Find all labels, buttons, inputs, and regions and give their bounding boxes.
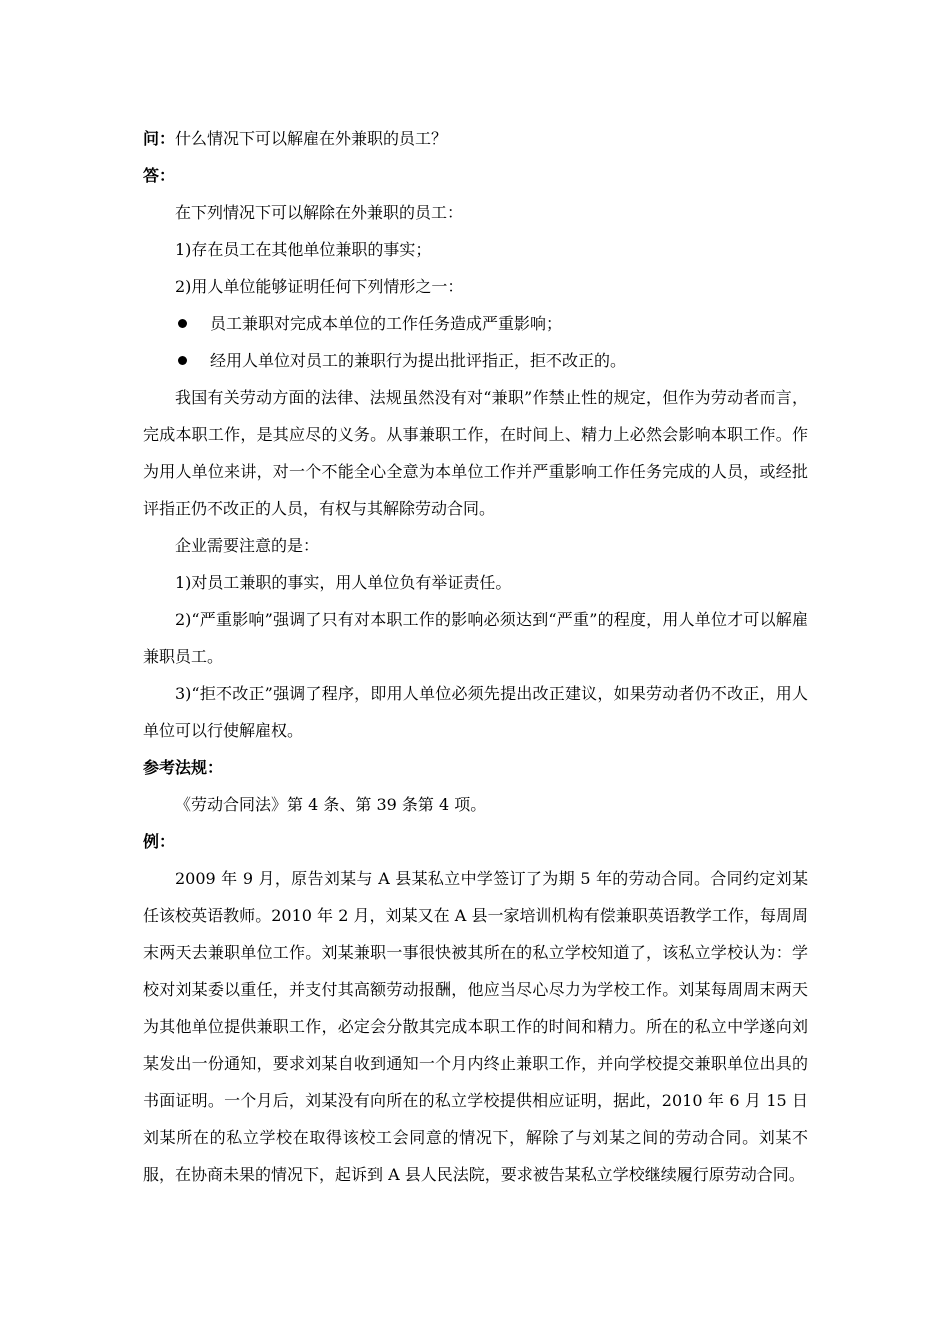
note-3-paragraph [143,675,808,749]
bullet-item [143,305,808,342]
question-text: 什么情况下可以解雇在外兼职的员工？ [175,129,448,148]
example-label: 例： [143,832,176,851]
note-1: 1)对员工兼职的事实，用人单位负有举证责任。 [175,573,512,592]
condition-1: 1)存在员工在其他单位兼职的事实； [175,240,432,259]
note-2-paragraph [143,601,808,675]
reference-text: 《劳动合同法》第 4 条、第 39 条第 4 项。 [175,795,487,814]
explanation-paragraph [143,379,808,527]
document-body [143,120,808,1193]
example-text: 2009 年 9 月，原告刘某与 A 县某私立中学签订了为期 5 年的劳动合同。合同约定刘某任该校英语教师。2010 年 2 月，刘某又在 A 县一家培训机构有偿兼职英语教学工作，每周周末两天去兼职单位工作。刘某兼职一事很快被其所在的私立学校知道了，该私立学校认为：学校对刘某委以重任，并支付其高额劳动报酬，他应当尽心尽力为学校工作。刘某每周周末两天为其他单位提供兼职工作，必定会分散其完成本职工作的时间和精力。所在的私立中学遂向刘某发出一份通知，要求刘某自收到通知一个月内终止兼职工作，并向学校提交兼职单位出具的书面证明。一个月后，刘某没有向所在的私立学校提供相应证明，据此，2010 年 6 月 15 日刘某所在的私立学校在取得该校工会同意的情况下，解除了与刘某之间的劳动合同。刘某不服，在协商未果的情况下，起诉到 A 县人民法院，要求被告某私立学校继续履行原劳动合同。 [143,869,808,1184]
bullet-text: 经用人单位对员工的兼职行为提出批评指正，拒不改正的。 [210,351,627,370]
explanation-text: 我国有关劳动方面的法律、法规虽然没有对“兼职”作禁止性的规定，但作为劳动者而言，完成本职工作，是其应尽的义务。从事兼职工作，在时间上、精力上必然会影响本职工作。作为用人单位来讲，对一个不能全心全意为本单位工作并严重影响工作任务完成的人员，或经批评指正仍不改正的人员，有权与其解除劳动合同。 [143,388,808,518]
bullet-dot-icon [178,319,187,328]
reference-label: 参考法规： [143,758,224,777]
notes-intro: 企业需要注意的是： [175,536,320,555]
bullet-item [143,342,808,379]
answer-intro: 在下列情况下可以解除在外兼职的员工： [175,203,464,222]
note-2: 2)“严重影响”强调了只有对本职工作的影响必须达到“严重”的程度，用人单位才可以解雇兼职员工。 [143,610,808,666]
bullet-dot-icon [178,356,187,365]
condition-2: 2)用人单位能够证明任何下列情形之一： [175,277,464,296]
bullet-text: 员工兼职对完成本单位的工作任务造成严重影响； [210,314,563,333]
note-3: 3)“拒不改正”强调了程序，即用人单位必须先提出改正建议，如果劳动者仍不改正，用人单位可以行使解雇权。 [143,684,808,740]
answer-label: 答： [143,166,176,185]
question-label: 问： [143,129,176,148]
example-paragraph [143,860,808,1193]
question-line [143,120,808,157]
